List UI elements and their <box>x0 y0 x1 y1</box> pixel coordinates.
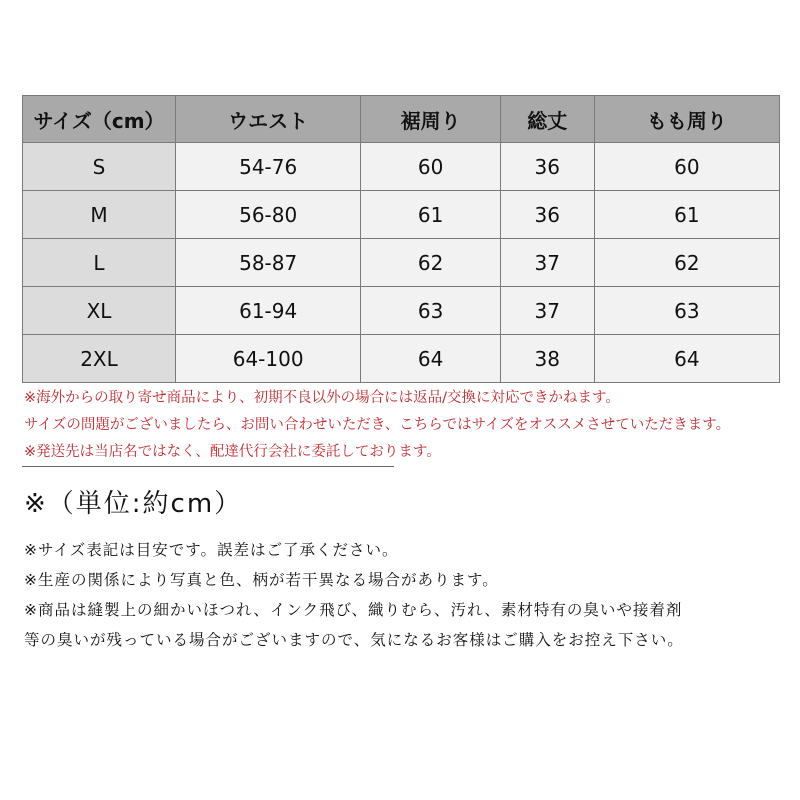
column-header: もも周り <box>594 96 779 143</box>
table-row <box>23 143 780 191</box>
table-row <box>23 239 780 287</box>
table-row <box>23 335 780 383</box>
value-cell: 37 <box>500 239 594 287</box>
unit-heading: ※（単位:約cm） <box>24 489 243 519</box>
size-cell: L <box>23 239 176 287</box>
column-header: 裾周り <box>361 96 501 143</box>
value-cell: 38 <box>500 335 594 383</box>
note-text: ※商品は縫製上の細かいほつれ、インク飛び、織りむら、汚れ、素材特有の臭いや接着剤 <box>24 601 683 619</box>
value-cell: 56-80 <box>176 191 361 239</box>
value-cell: 36 <box>500 143 594 191</box>
value-cell: 37 <box>500 287 594 335</box>
value-cell: 62 <box>361 239 501 287</box>
value-cell: 63 <box>361 287 501 335</box>
value-cell: 64-100 <box>176 335 361 383</box>
value-cell: 36 <box>500 191 594 239</box>
value-cell: 63 <box>594 287 779 335</box>
table-row <box>23 191 780 239</box>
value-cell: 62 <box>594 239 779 287</box>
warning-text: サイズの問題がございましたら、お問い合わせいただき、こちらではサイズをオススメさせていただきます。 <box>24 417 731 433</box>
value-cell: 61 <box>361 191 501 239</box>
table-row <box>23 287 780 335</box>
value-cell: 64 <box>361 335 501 383</box>
value-cell: 61 <box>594 191 779 239</box>
divider <box>22 466 394 467</box>
size-cell: M <box>23 191 176 239</box>
value-cell: 60 <box>361 143 501 191</box>
column-header: 総丈 <box>500 96 594 143</box>
table-header-row <box>23 96 780 143</box>
column-header: サイズ（cm） <box>23 96 176 143</box>
column-header: ウエスト <box>176 96 361 143</box>
size-cell: S <box>23 143 176 191</box>
note-text: ※生産の関係により写真と色、柄が若干異なる場合があります。 <box>24 571 499 589</box>
size-table <box>22 95 780 383</box>
size-cell: XL <box>23 287 176 335</box>
note-text: ※サイズ表記は目安です。誤差はご了承ください。 <box>24 541 399 559</box>
warning-text: ※海外からの取り寄せ商品により、初期不良以外の場合には返品/交換に対応できかねます。 <box>24 390 620 406</box>
value-cell: 60 <box>594 143 779 191</box>
value-cell: 64 <box>594 335 779 383</box>
warning-text: ※発送先は当店名ではなく、配達代行会社に委託しております。 <box>24 444 441 460</box>
value-cell: 58-87 <box>176 239 361 287</box>
note-text: 等の臭いが残っている場合がございますので、気になるお客様はご購入をお控え下さい。 <box>24 631 684 649</box>
value-cell: 54-76 <box>176 143 361 191</box>
size-cell: 2XL <box>23 335 176 383</box>
value-cell: 61-94 <box>176 287 361 335</box>
